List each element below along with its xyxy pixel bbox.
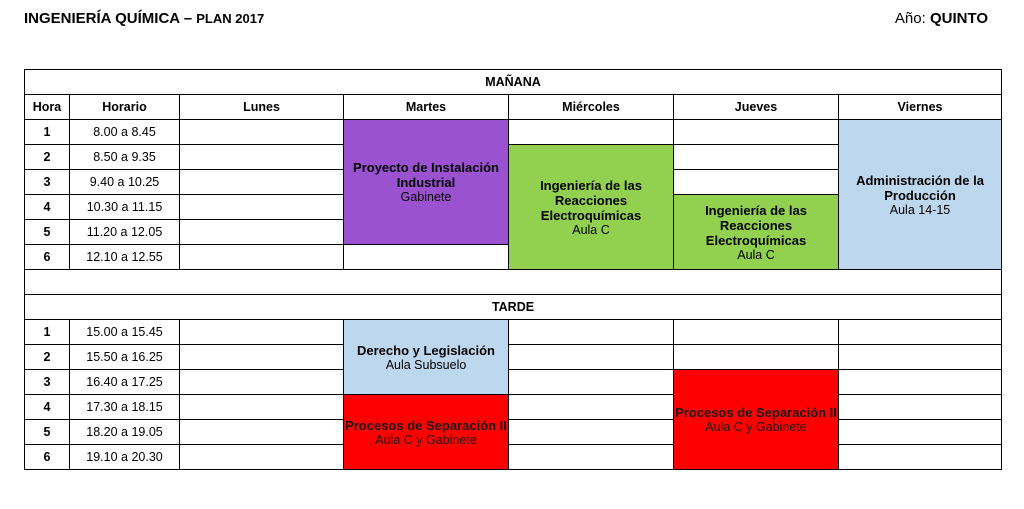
section-gap [25,270,1002,295]
table-row [25,420,1002,445]
hora-cell: 6 [25,245,70,270]
room-name: Aula C y Gabinete [375,432,477,447]
empty-cell [839,320,1002,345]
horario-cell: 18.20 a 19.05 [70,420,180,445]
table-row [25,320,1002,345]
subject-name: Derecho y Legislación [357,342,495,358]
empty-cell [509,120,674,145]
hora-cell: 4 [25,195,70,220]
empty-cell [839,370,1002,395]
document-title [24,10,264,27]
horario-cell: 17.30 a 18.15 [70,395,180,420]
col-viernes: Viernes [839,95,1002,120]
empty-cell [180,170,344,195]
schedule-table [24,69,1002,470]
empty-cell [509,345,674,370]
class-block-derecho [344,320,509,395]
empty-cell [674,145,839,170]
year-label: Año: [894,10,926,27]
room-name: Aula Subsuelo [385,357,467,372]
room-name: Gabinete [400,190,452,204]
class-block-reacciones-miercoles [509,145,674,270]
empty-cell [839,395,1002,420]
column-header-row [25,95,1002,120]
year-indicator [895,10,988,27]
empty-cell [674,320,839,345]
empty-cell [180,395,344,420]
empty-cell [180,220,344,245]
empty-cell [180,420,344,445]
hora-cell: 1 [25,320,70,345]
empty-cell [180,445,344,470]
horario-cell: 8.50 a 9.35 [70,145,180,170]
hora-cell: 2 [25,345,70,370]
hora-cell: 6 [25,445,70,470]
empty-cell [839,445,1002,470]
career-title: INGENIERÍA QUÍMICA – [24,10,193,27]
section-morning-label: MAÑANA [25,70,1002,95]
hora-cell: 3 [25,370,70,395]
class-block-procesos-jueves [674,370,839,470]
col-lunes: Lunes [180,95,344,120]
empty-cell [180,345,344,370]
subject-name: Administración de la Producción [856,172,984,203]
empty-cell [674,170,839,195]
subject-name: Procesos de Separación II [345,417,507,433]
class-block-administracion [839,120,1002,270]
empty-cell [180,320,344,345]
subject-name: Procesos de Separación II [675,405,837,420]
empty-cell [674,345,839,370]
table-row [25,345,1002,370]
table-row [25,395,1002,420]
year-value: QUINTO [929,10,988,27]
hora-cell: 3 [25,170,70,195]
horario-cell: 16.40 a 17.25 [70,370,180,395]
empty-cell [509,395,674,420]
room-name: Aula C [737,247,775,262]
empty-cell [344,245,509,270]
col-hora: Hora [25,95,70,120]
col-miercoles: Miércoles [509,95,674,120]
room-name: Aula 14-15 [889,202,951,217]
empty-cell [180,370,344,395]
class-block-procesos-martes [344,395,509,470]
subject-name: Proyecto de Instalación Industrial [353,160,499,190]
table-row [25,445,1002,470]
empty-cell [509,320,674,345]
horario-cell: 9.40 a 10.25 [70,170,180,195]
section-afternoon-label: TARDE [25,295,1002,320]
gap-cell [25,270,1002,295]
empty-cell [674,120,839,145]
horario-cell: 15.00 a 15.45 [70,320,180,345]
horario-cell: 12.10 a 12.55 [70,245,180,270]
col-martes: Martes [344,95,509,120]
empty-cell [839,420,1002,445]
empty-cell [509,445,674,470]
horario-cell: 10.30 a 11.15 [70,195,180,220]
table-row [25,120,1002,145]
class-block-reacciones-jueves [674,195,839,270]
hora-cell: 5 [25,220,70,245]
col-jueves: Jueves [674,95,839,120]
horario-cell: 11.20 a 12.05 [70,220,180,245]
hora-cell: 4 [25,395,70,420]
col-horario: Horario [70,95,180,120]
empty-cell [180,245,344,270]
class-block-proyecto [344,120,509,245]
horario-cell: 15.50 a 16.25 [70,345,180,370]
plan-label: PLAN 2017 [196,11,265,26]
room-name: Aula C [572,222,610,237]
table-row [25,370,1002,395]
empty-cell [509,370,674,395]
hora-cell: 2 [25,145,70,170]
empty-cell [509,420,674,445]
subject-name: Ingeniería de las Reacciones Electroquímicas [705,202,807,248]
empty-cell [180,195,344,220]
hora-cell: 1 [25,120,70,145]
subject-name: Ingeniería de las Reacciones Electroquímicas [540,177,642,223]
empty-cell [180,145,344,170]
horario-cell: 19.10 a 20.30 [70,445,180,470]
empty-cell [839,345,1002,370]
room-name: Aula C y Gabinete [705,420,807,434]
empty-cell [180,120,344,145]
horario-cell: 8.00 a 8.45 [70,120,180,145]
hora-cell: 5 [25,420,70,445]
